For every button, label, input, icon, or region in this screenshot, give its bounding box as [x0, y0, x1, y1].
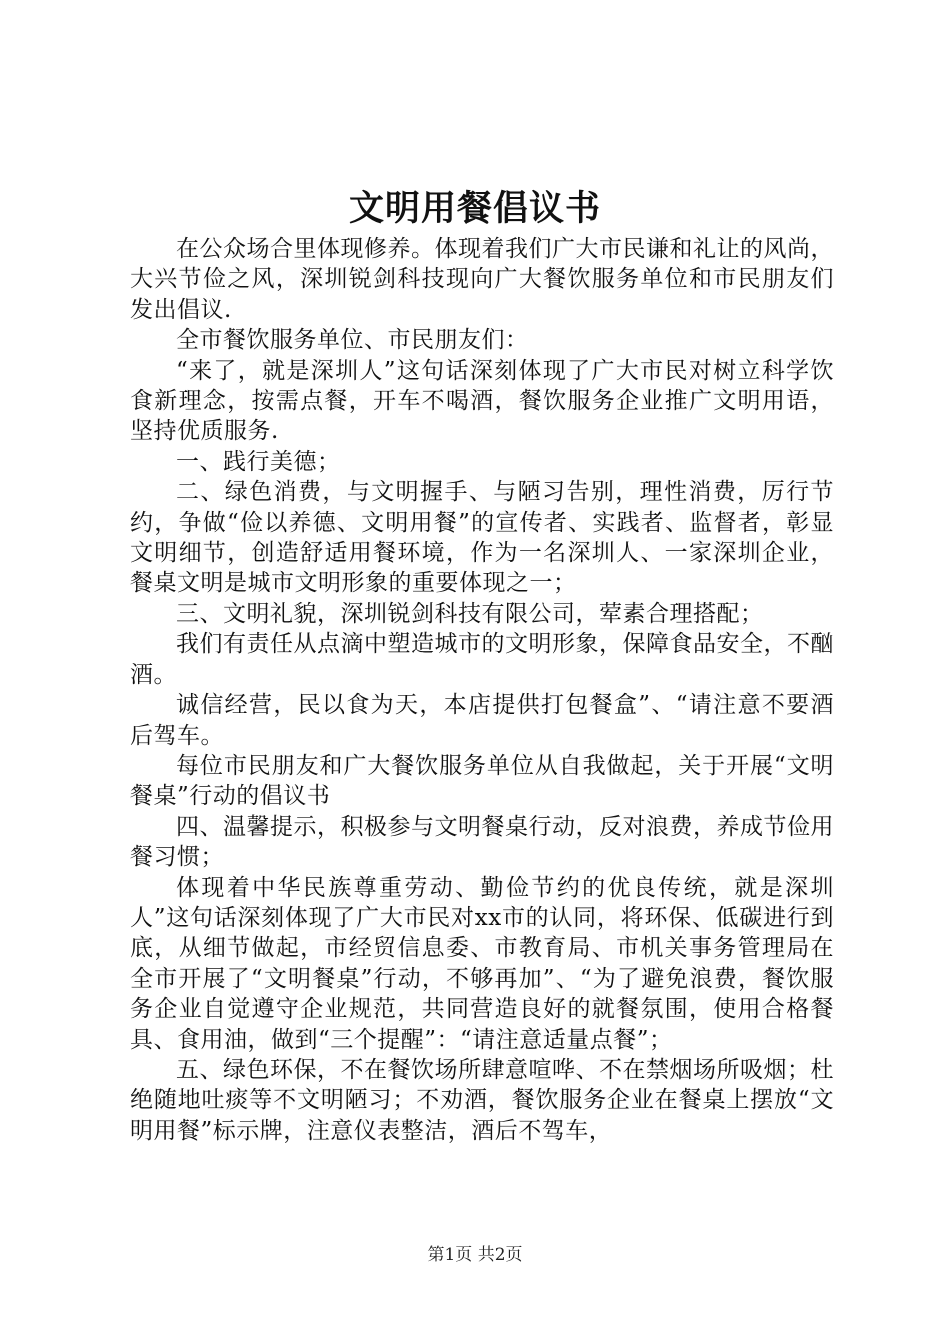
- paragraph-item-3: 三、文明礼貌，深圳锐剑科技有限公司，荤素合理搭配；: [176, 600, 764, 627]
- document-title: 文明用餐倡议书: [348, 188, 601, 229]
- paragraph-item-5: 五、绿色环保，不在餐饮场所肆意喧哗、不在禁烟场所吸烟；杜绝随地吐痰等不文明陋习；不劝酒，餐饮服务企业在餐桌上摆放“文明用餐”标示牌，注意仪表整洁，酒后不驾车，: [130, 1056, 834, 1144]
- paragraph: 诚信经营，民以食为天，本店提供打包餐盒”、“请注意不要酒后驾车。: [130, 692, 834, 749]
- document-body: [130, 234, 834, 1146]
- paragraph: 体现着中华民族尊重劳动、勤俭节约的优良传统，就是深圳人”这句话深刻体现了广大市民对xx市的认同，将环保、低碳进行到底，从细节做起，市经贸信息委、市教育局、市机关事务管理局在全市开展了“文明餐桌”行动，不够再加”、“为了避免浪费，餐饮服务企业自觉遵守企业规范，共同营造良好的就餐氛围，使用合格餐具、食用油，做到“三个提醒”：“请注意适量点餐”；: [130, 874, 834, 1053]
- paragraph: 每位市民朋友和广大餐饮服务单位从自我做起，关于开展“文明餐桌”行动的倡议书: [130, 752, 834, 810]
- paragraph: 我们有责任从点滴中塑造城市的文明形象，保障食品安全，不酗酒。: [130, 631, 834, 688]
- paragraph-intro: 在公众场合里体现修养。体现着我们广大市民谦和礼让的风尚，大兴节俭之风，深圳锐剑科技现向广大餐饮服务单位和市民朋友们发出倡议.: [130, 236, 834, 323]
- paragraph-item-1: 一、践行美德；: [176, 448, 341, 475]
- paragraph-salutation: 全市餐饮服务单位、市民朋友们：: [176, 327, 529, 354]
- paragraph-item-2: 二、绿色消费，与文明握手、与陋习告别，理性消费，厉行节约，争做“俭以养德、文明用餐”的宣传者、实践者、监督者，彰显文明细节，创造舒适用餐环境，作为一名深圳人、一家深圳企业，餐桌文明是城市文明形象的重要体现之一；: [130, 479, 834, 597]
- page-number-footer: 第1页 共2页: [427, 1245, 523, 1265]
- paragraph-item-4: 四、温馨提示，积极参与文明餐桌行动，反对浪费，养成节俭用餐习惯；: [130, 813, 834, 871]
- paragraph: “来了，就是深圳人”这句话深刻体现了广大市民对树立科学饮食新理念，按需点餐，开车不喝酒，餐饮服务企业推广文明用语，坚持优质服务.: [130, 357, 834, 445]
